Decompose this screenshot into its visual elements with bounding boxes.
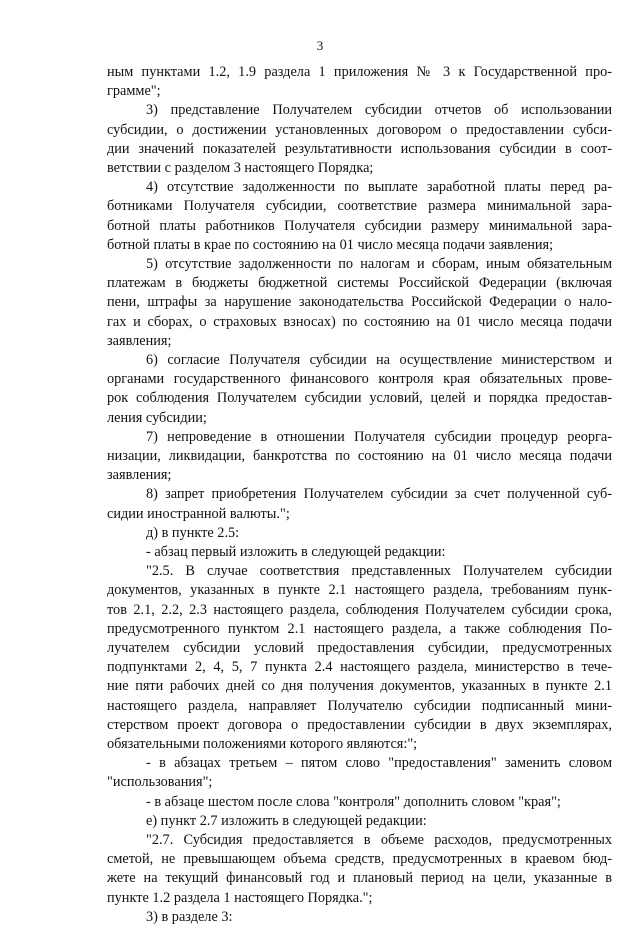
text-line: 6) согласие Получателя субсидии на осуществление министерством и [146,352,612,368]
text-line: дии значений показателей результативности использования субсидии в соот- [107,140,612,157]
text-line: пени, штрафы за нарушение законодательства Российской Федерации о нало- [107,294,612,311]
text-line: тов 2.1, 2.2, 2.3 настоящего раздела, соблюдения Получателем субсидии срока, [107,601,612,618]
text-line: платежам в бюджеты бюджетной системы Российской Федерации (включая [107,275,612,292]
text-line: е) пункт 2.7 изложить в следующей редакции: [146,812,427,829]
text-line: 8) запрет приобретения Получателем субсидии за счет полученной суб- [146,486,612,503]
text-line: 7) непроведение в отношении Получателя субсидии процедур реорга- [146,428,612,445]
text-line: ботной платы работников Получателя субсидии размеру минимальной зара- [107,217,612,234]
text-line: субсидии, о достижении установленных договором о предоставлении субси- [107,121,612,138]
text-line: грамме"; [107,83,161,100]
text-line: 5) отсутствие задолженности по налогам и сборам, иным обязательным [146,256,612,272]
text-line: предусмотренного пунктом 2.1 настоящего раздела, а также соблюдения По- [107,620,612,637]
text-line: жете на текущий финансовый год и плановый период на цели, указанные в [107,870,612,887]
text-line: - абзац первый изложить в следующей редакции: [146,544,446,560]
text-line: подпунктами 2, 4, 5, 7 пункта 2.4 настоящего раздела, министерство в тече- [107,659,612,676]
text-line: ботной платы в крае по состоянию на 01 число месяца подачи заявления; [107,236,554,253]
text-line: - в абзаце шестом после слова "контроля" дополнить словом "края"; [146,793,561,810]
text-line: обязательными положениями которого являются:"; [107,736,418,752]
text-line: ботниками Получателя субсидии, соответствие размера минимальной зара- [107,198,612,215]
text-line: 4) отсутствие задолженности по выплате заработной платы перед ра- [146,179,612,196]
text-line: сметой, не превышающем объема средств, предусмотренных в краевом бюд- [107,851,612,868]
text-line: 3) в разделе 3: [146,908,233,925]
text-line: гах и сборах, о страховых взносах) по состоянию на 01 число месяца подачи [107,313,612,330]
text-line: пункте 1.2 раздела 1 настоящего Порядка."; [107,889,373,906]
text-line: ным пунктами 1.2, 1.9 раздела 1 приложения № 3 к Государственной про- [107,64,612,80]
text-line: лучателем субсидии условий предоставления субсидии, предусмотренных [107,640,612,656]
text-line: - в абзацах третьем – пятом слово "предоставления" заменить словом [146,755,612,772]
text-line: д) в пункте 2.5: [146,524,240,541]
page-number: 3 [316,38,324,53]
text-line: настоящего раздела, направляет Получателю субсидии подписанный мини- [107,697,612,714]
text-line: стерством проект договора о предоставлении субсидии в двух экземплярах, [107,716,612,733]
text-line: ние пяти рабочих дней со дня получения документов, указанных в пункте 2.1 [107,678,612,695]
text-line: заявления; [107,332,172,349]
text-line: "2.7. Субсидия предоставляется в объеме расходов, предусмотренных [146,832,612,848]
text-line: 3) представление Получателем субсидии отчетов об использовании [146,102,612,119]
text-line: органами государственного финансового контроля края обязательных прове- [107,371,612,388]
text-line: "2.5. В случае соответствия представленных Получателем субсидии [146,563,612,580]
text-line: сидии иностранной валюты."; [107,505,290,522]
text-line: рок соблюдения Получателем субсидии условий, целей и порядка предостав- [107,390,612,407]
text-line: низации, ликвидации, банкротства по состоянию на 01 число месяца подачи [107,448,612,464]
text-line: ления субсидии; [107,409,207,426]
text-line: заявления; [107,467,172,484]
text-line: ветствии с разделом 3 настоящего Порядка; [107,160,374,176]
text-line: документов, указанных в пункте 2.1 настоящего раздела, требованиям пунк- [107,582,612,599]
text-line: "использования"; [107,774,213,791]
